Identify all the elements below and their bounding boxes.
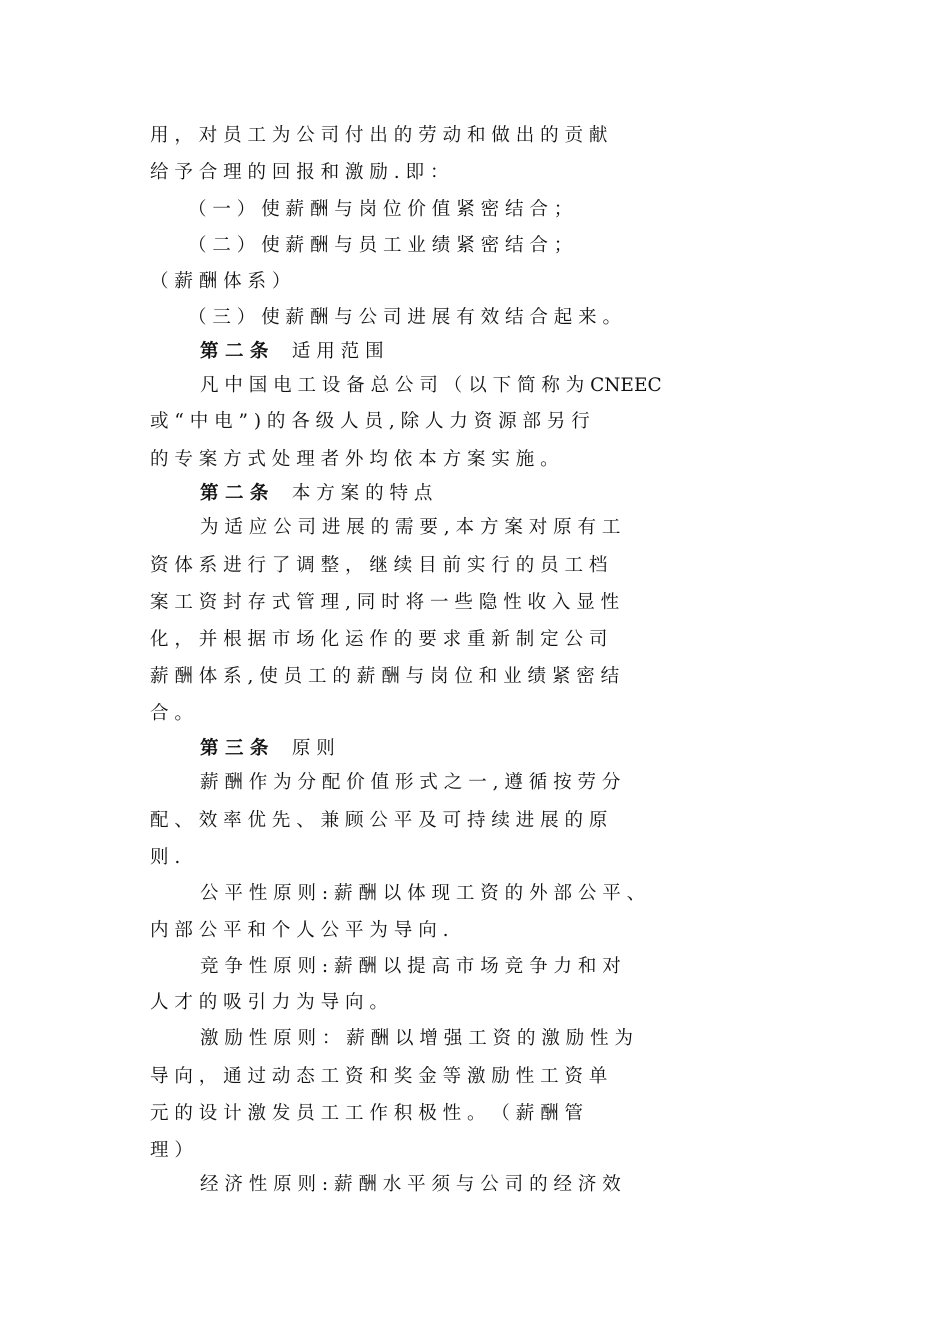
text-line: 的 专 案 方 式 处 理 者 外 均 依 本 方 案 实 施 。 — [150, 449, 559, 470]
text-line: 化 ， 并 根 据 市 场 化 运 作 的 要 求 重 新 制 定 公 司 — [150, 629, 608, 650]
text-line: 公 平 性 原 则 : 薪 酬 以 体 现 工 资 的 外 部 公 平 、 — [200, 883, 646, 904]
text-line: 激 励 性 原 则 ： 薪 酬 以 增 强 工 资 的 激 励 性 为 — [200, 1028, 633, 1049]
section-heading-scope — [200, 340, 850, 364]
list-item: （ 三 ） 使 薪 酬 与 公 司 进 展 有 效 结 合 起 来 。 — [188, 307, 621, 328]
text-line: 资 体 系 进 行 了 调 整 ， 继 续 目 前 实 行 的 员 工 档 — [150, 555, 608, 576]
text-line: 人 才 的 吸 引 力 为 导 向 。 — [150, 992, 388, 1013]
text-line: 经 济 性 原 则 : 薪 酬 水 平 须 与 公 司 的 经 济 效 — [200, 1174, 621, 1195]
text-line: 薪 酬 作 为 分 配 价 值 形 式 之 一 , 遵 循 按 劳 分 — [200, 772, 621, 793]
text-line: 元 的 设 计 激 发 员 工 工 作 积 极 性 。 （ 薪 酬 管 — [150, 1103, 583, 1124]
text-line: 用 ， 对 员 工 为 公 司 付 出 的 劳 动 和 做 出 的 贡 献 — [150, 125, 608, 146]
text-line: 给 予 合 理 的 回 报 和 激 励 . 即 ： — [150, 162, 449, 183]
text-line: 则 . — [150, 847, 181, 868]
section-heading-principles — [200, 737, 850, 761]
article-number: 第 二 条 — [200, 341, 269, 362]
section-title: 适 用 范 围 — [291, 341, 384, 362]
section-title: 原 则 — [291, 738, 335, 759]
list-item: （ 一 ） 使 薪 酬 与 岗 位 价 值 紧 密 结 合 ； — [188, 199, 573, 220]
text-line: （ 薪 酬 体 系 ） — [150, 271, 291, 292]
article-number: 第 二 条 — [200, 483, 269, 504]
text-line: 为 适 应 公 司 进 展 的 需 要 , 本 方 案 对 原 有 工 — [200, 517, 621, 538]
text-line: 案 工 资 封 存 式 管 理 , 同 时 将 一 些 隐 性 收 入 显 性 — [150, 592, 620, 613]
text-line: 合 。 — [150, 703, 193, 724]
text-line: 理 ） — [150, 1140, 193, 1161]
text-line: 竞 争 性 原 则 : 薪 酬 以 提 高 市 场 竞 争 力 和 对 — [200, 956, 621, 977]
text-line: 配 、 效 率 优 先 、 兼 顾 公 平 及 可 持 续 进 展 的 原 — [150, 810, 608, 831]
text-line: 内 部 公 平 和 个 人 公 平 为 导 向 . — [150, 920, 449, 941]
list-item: （ 二 ） 使 薪 酬 与 员 工 业 绩 紧 密 结 合 ； — [188, 235, 573, 256]
text-line: 凡 中 国 电 工 设 备 总 公 司 （ 以 下 简 称 为 CNEEC — [200, 375, 662, 396]
section-title: 本 方 案 的 特 点 — [291, 483, 433, 504]
text-line: 薪 酬 体 系 , 使 员 工 的 薪 酬 与 岗 位 和 业 绩 紧 密 结 — [150, 666, 620, 687]
text-line: 或 “ 中 电 ” ) 的 各 级 人 员 , 除 人 力 资 源 部 另 行 — [150, 411, 590, 432]
article-number: 第 三 条 — [200, 738, 269, 759]
text-line: 导 向 ， 通 过 动 态 工 资 和 奖 金 等 激 励 性 工 资 单 — [150, 1066, 608, 1087]
section-heading-features — [200, 482, 850, 506]
